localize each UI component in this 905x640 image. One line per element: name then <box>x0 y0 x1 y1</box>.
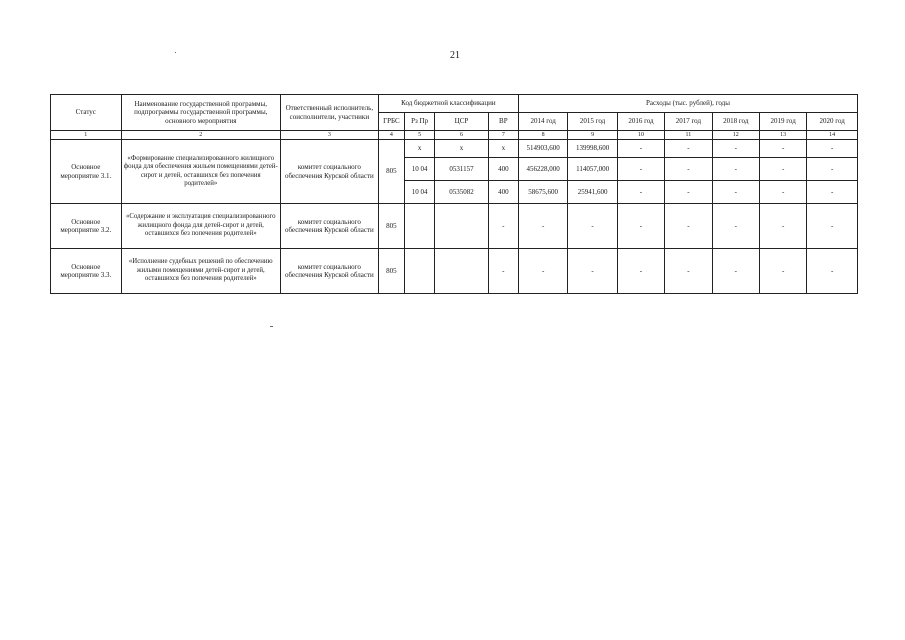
status-cell: Основное мероприятие 3.3. <box>51 249 122 294</box>
header-row <box>51 95 858 113</box>
index-cell: 6 <box>435 131 488 140</box>
value-cell: - <box>712 249 759 294</box>
value-cell: - <box>807 249 858 294</box>
value-cell: - <box>665 181 712 204</box>
value-cell: - <box>759 140 806 158</box>
header-name: Наименование государственной программы, подпрограммы государственной программы, основного мероприятия <box>121 95 280 131</box>
executor-cell: комитет социального обеспечения Курской области <box>280 249 378 294</box>
value-cell: - <box>617 140 664 158</box>
vr-cell: - <box>488 249 518 294</box>
executor-cell: комитет социального обеспечения Курской области <box>280 140 378 204</box>
index-cell: 1 <box>51 131 122 140</box>
rzpr-cell <box>404 204 434 249</box>
index-cell: 4 <box>378 131 404 140</box>
csr-cell: 0531157 <box>435 158 488 181</box>
value-cell: 456228,000 <box>518 158 567 181</box>
table-row <box>51 249 858 294</box>
header-csr: ЦСР <box>435 113 488 131</box>
header-year: 2016 год <box>617 113 664 131</box>
measure-name-cell: «Исполнение судебных решений по обеспечению жилыми помещениями детей-сирот и детей, оставшихся без попечения родителей» <box>121 249 280 294</box>
value-cell: - <box>807 204 858 249</box>
value-cell: - <box>807 140 858 158</box>
header-year: 2015 год <box>568 113 617 131</box>
value-cell: - <box>807 158 858 181</box>
value-cell: - <box>617 158 664 181</box>
status-cell: Основное мероприятие 3.1. <box>51 140 122 204</box>
grbs-cell: 805 <box>378 249 404 294</box>
header-grbs: ГРБС <box>378 113 404 131</box>
index-cell: 3 <box>280 131 378 140</box>
value-cell: 25941,600 <box>568 181 617 204</box>
vr-cell: 400 <box>488 158 518 181</box>
header-year: 2014 год <box>518 113 567 131</box>
rzpr-cell: 10 04 <box>404 181 434 204</box>
value-cell: 114057,000 <box>568 158 617 181</box>
csr-cell <box>435 204 488 249</box>
header-budget-code: Код бюджетной классификации <box>378 95 518 113</box>
value-cell: 514903,600 <box>518 140 567 158</box>
budget-table <box>50 94 858 294</box>
value-cell: - <box>617 204 664 249</box>
csr-cell: х <box>435 140 488 158</box>
header-expenses: Расходы (тыс. рублей), годы <box>518 95 857 113</box>
csr-cell: 0535082 <box>435 181 488 204</box>
page-number: 21 <box>450 50 460 61</box>
scan-speck <box>270 326 273 327</box>
index-cell: 8 <box>518 131 567 140</box>
index-cell: 13 <box>759 131 806 140</box>
value-cell: - <box>759 158 806 181</box>
csr-cell <box>435 249 488 294</box>
header-year: 2018 год <box>712 113 759 131</box>
vr-cell: 400 <box>488 181 518 204</box>
scan-speck <box>175 52 176 53</box>
rzpr-cell: 10 04 <box>404 158 434 181</box>
table-row <box>51 204 858 249</box>
index-cell: 7 <box>488 131 518 140</box>
vr-cell: - <box>488 204 518 249</box>
measure-name-cell: «Формирование специализированного жилищного фонда для обеспечения жильем помещениями детей-сирот и детей, оставшихся без попечения родителей» <box>121 140 280 204</box>
value-cell: - <box>568 249 617 294</box>
value-cell: - <box>518 249 567 294</box>
value-cell: - <box>518 204 567 249</box>
measure-name-cell: «Содержание и эксплуатация специализированного жилищного фонда для детей-сирот и детей, оставшихся без попечения родителей» <box>121 204 280 249</box>
index-cell: 5 <box>404 131 434 140</box>
value-cell: - <box>759 204 806 249</box>
executor-cell: комитет социального обеспечения Курской области <box>280 204 378 249</box>
header-status: Статус <box>51 95 122 131</box>
header-rzpr: Рз Пр <box>404 113 434 131</box>
status-cell: Основное мероприятие 3.2. <box>51 204 122 249</box>
value-cell: 58675,600 <box>518 181 567 204</box>
header-vr: ВР <box>488 113 518 131</box>
index-row <box>51 131 858 140</box>
header-year: 2020 год <box>807 113 858 131</box>
index-cell: 14 <box>807 131 858 140</box>
value-cell: - <box>665 249 712 294</box>
index-cell: 12 <box>712 131 759 140</box>
value-cell: - <box>568 204 617 249</box>
header-year: 2017 год <box>665 113 712 131</box>
vr-cell: х <box>488 140 518 158</box>
header-executor: Ответственный исполнитель, соисполнители, участники <box>280 95 378 131</box>
index-cell: 11 <box>665 131 712 140</box>
value-cell: - <box>807 181 858 204</box>
grbs-cell: 805 <box>378 140 404 204</box>
rzpr-cell <box>404 249 434 294</box>
rzpr-cell: х <box>404 140 434 158</box>
value-cell: - <box>712 204 759 249</box>
index-cell: 2 <box>121 131 280 140</box>
table-row <box>51 140 858 158</box>
value-cell: - <box>665 140 712 158</box>
value-cell: 139998,600 <box>568 140 617 158</box>
value-cell: - <box>712 140 759 158</box>
value-cell: - <box>759 181 806 204</box>
index-cell: 10 <box>617 131 664 140</box>
grbs-cell: 805 <box>378 204 404 249</box>
value-cell: - <box>617 249 664 294</box>
value-cell: - <box>665 204 712 249</box>
index-cell: 9 <box>568 131 617 140</box>
header-year: 2019 год <box>759 113 806 131</box>
value-cell: - <box>712 181 759 204</box>
value-cell: - <box>712 158 759 181</box>
value-cell: - <box>617 181 664 204</box>
value-cell: - <box>665 158 712 181</box>
value-cell: - <box>759 249 806 294</box>
